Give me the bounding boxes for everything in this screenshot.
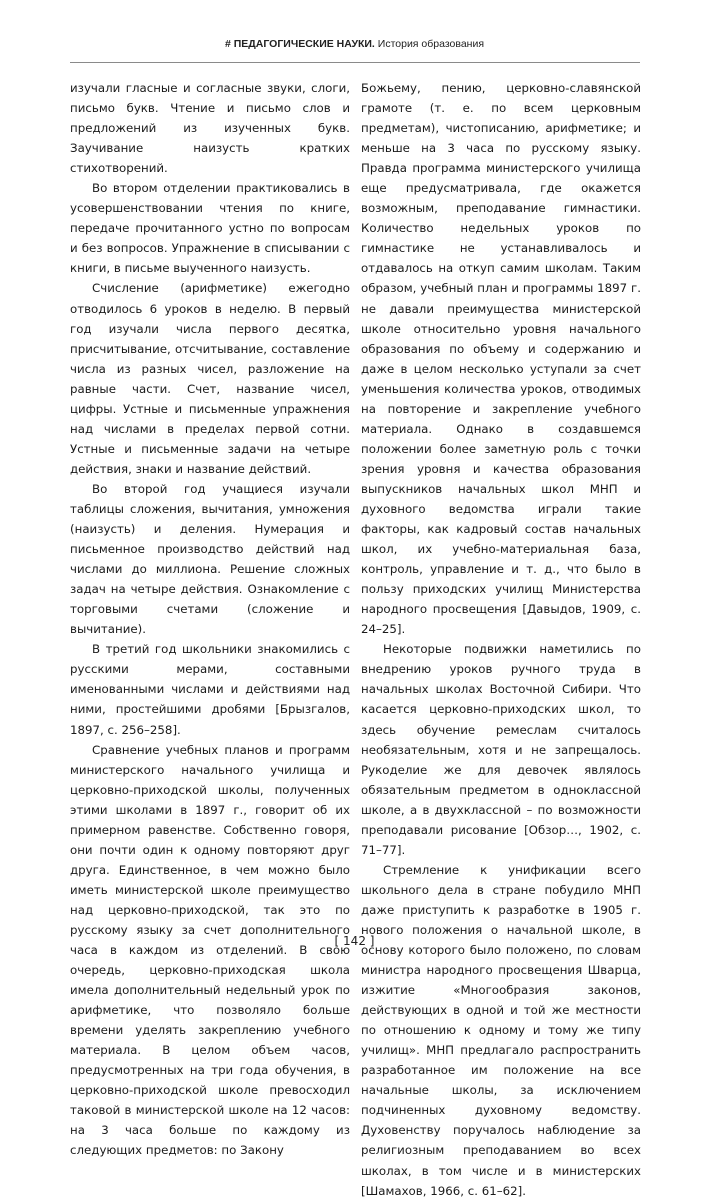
paragraph: Стремление к унификации всего школьного дела в стране побудило МНП даже приступить к разработке в 1905 г. нового положения о начальной школе, в основу которого было положено, по словам министра народного просвещения Шварца, изжитие «Многообразия законов, действующих в одной и той же местности по отношению к одному и тому же типу училищ». МНП предлагало распространить разработанное им положение на все начальные школы, за исключением подчиненных духовному ведомству. Духовенству поручалось наблюдение за религиозным преподаванием во всех школах, в том числе и в министерских [Шамахов, 1966, с. 61–62]. <box>361 862 641 1198</box>
paragraph: В третий год школьники знакомились с русскими мерами, составными именованными числами и действиями над ними, простейшими дробями [Брызгалов, 1897, с. 256–258]. <box>70 642 350 737</box>
header-subsection: История образования <box>374 38 485 50</box>
paragraph: Некоторые подвижки наметились по внедрению уроков ручного труда в начальных школах Восточной Сибири. Что касается церковно-приходских школ, то здесь обучение ремеслам считалось необязательным, хотя и не запрещалось. Рукоделие же для девочек являлось обязательным предметом в одноклассной школе, а в двухклассной – по возможности преподавали рисование [Обзор…, 1902, с. 71–77]. <box>361 642 641 857</box>
paragraph: Сравнение учебных планов и программ министерского начального училища и церковно-приходской школы, полученных этими школами в 1897 г., говорит об их примерном равенстве. Собственно говоря, они почти один к одному повторяют друг друга. Единственное, в чем можно было иметь министерской школе преимущество над церковно-приходской, так это по русскому языку за счет дополнительного часа в каждом из отделений. В свою очередь, церковно-приходская школа имела дополнительный недельный урок по арифметике, что позволяло больше времени уделять закреплению учебного материала. В целом объем часов, предусмотренных на три года обучения, в церковно-приходской школе превосходил таковой в министерской школе на 12 часов: на 3 часа больше по каждому из следующих предметов: по Закону <box>70 742 350 1158</box>
paragraph: Во втором отделении практиковались в усовершенствовании чтения по книге, передаче прочитанного устно по вопросам и без вопросов. Упражнение в списывании с книги, в письме выученного наизусть. <box>70 181 350 276</box>
left-column <box>70 78 350 1161</box>
running-header <box>0 38 709 50</box>
paragraph: изучали гласные и согласные звуки, слоги, письмо букв. Чтение и письмо слов и предложений из изученных букв. Заучивание наизусть кратких стихотворений. <box>70 81 350 176</box>
header-rule <box>70 62 640 63</box>
page-number: [ 142 ] <box>334 934 375 948</box>
header-section: # ПЕДАГОГИЧЕСКИЕ НАУКИ. <box>224 38 375 50</box>
paragraph: Божьему, пению, церковно-славянской грамоте (т. е. по всем церковным предметам), чистописанию, арифметике; и меньше на 3 часа по русскому языку. Правда программа министерского училища еще предусматривала, где окажется возможным, преподавание гимнастики. Количество недельных уроков по гимнастике не устанавливалось и отдавалось на откуп самим школам. Таким образом, учебный план и программы 1897 г. не давали преимущества министерской школе относительно уровня начального образования по объему и содержанию и даже в целом несколько уступали за счет уменьшения количества уроков, отводимых на повторение и закрепление учебного материала. Однако в создавшемся положении более заметную роль с точки зрения уровня и качества образования выпускников начальных школ МНП и духовного ведомства играли такие факторы, как кадровый состав начальных школ, их учебно-материальная база, контроль, управление и т. д., что было в пользу приходских училищ Министерства народного просвещения [Давыдов, 1909, с. 24–25]. <box>361 81 641 637</box>
paragraph: Счисление (арифметике) ежегодно отводилось 6 уроков в неделю. В первый год изучали числа первого десятка, присчитывание, отсчитывание, составление числа из разных чисел, разложение на равные части. Счет, название чисел, цифры. Устные и письменные упражнения над числами в пределах первой сотни. Устные и письменные задачи на четыре действия, знаки и название действий. <box>70 281 350 476</box>
paragraph: Во второй год учащиеся изучали таблицы сложения, вычитания, умножения (наизусть) и деления. Нумерация и письменное производство действий над числами до миллиона. Решение сложных задач на четыре действия. Ознакомление с торговыми счетами (сложение и вычитание). <box>70 481 350 637</box>
right-column <box>361 78 641 1201</box>
